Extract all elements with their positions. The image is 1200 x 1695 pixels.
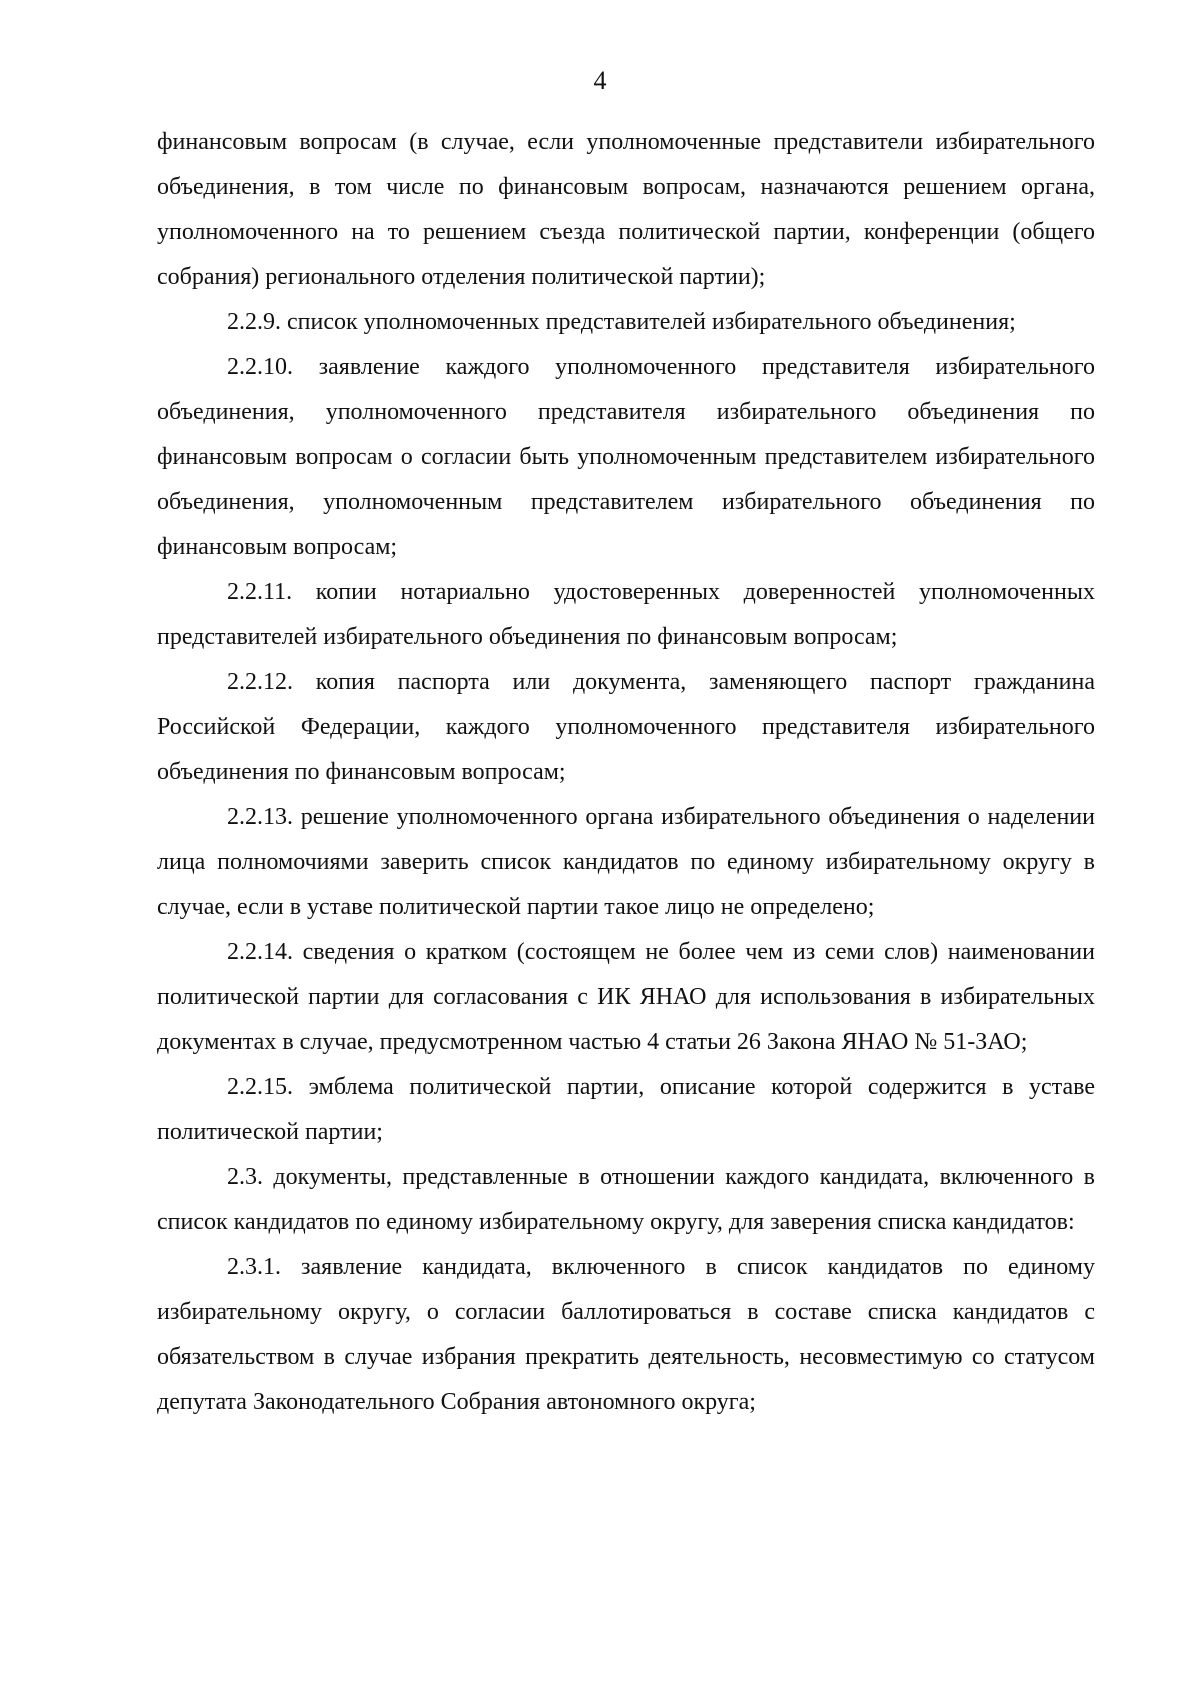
paragraph-2-2-11: 2.2.11. копии нотариально удостоверенных доверенностей уполномоченных представителей избирательного объединения по финансовым вопросам; xyxy=(157,579,1095,650)
paragraph-2-2-10: 2.2.10. заявление каждого уполномоченного представителя избирательного объединения, уполномоченного представителя избирательного объединения по финансовым вопросам о согласии быть уполномоченным представителем избирательного объединения, уполномоченным представителем избирательного объединения по финансовым вопросам; xyxy=(157,354,1095,560)
paragraph-2-2-9: 2.2.9. список уполномоченных представителей избирательного объединения; xyxy=(227,309,1016,335)
paragraph-2-2-14: 2.2.14. сведения о кратком (состоящем не более чем из семи слов) наименовании политической партии для согласования с ИК ЯНАО для использования в избирательных документах в случае, предусмотренном частью 4 статьи 26 Закона ЯНАО № 51-ЗАО; xyxy=(157,939,1095,1055)
page-number: 4 xyxy=(593,66,607,95)
paragraph-2-3-1: 2.3.1. заявление кандидата, включенного в список кандидатов по единому избирательному округу, о согласии баллотироваться в составе списка кандидатов с обязательством в случае избрания прекратить деятельность, несовместимую со статусом депутата Законодательного Собрания автономного округа; xyxy=(157,1254,1095,1415)
paragraph-continuation: финансовым вопросам (в случае, если уполномоченные представители избирательного объединения, в том числе по финансовым вопросам, назначаются решением органа, уполномоченного на то решением съезда политической партии, конференции (общего собрания) регионального отделения политической партии); xyxy=(157,129,1095,290)
paragraph-2-2-12: 2.2.12. копия паспорта или документа, заменяющего паспорт гражданина Российской Федерации, каждого уполномоченного представителя избирательного объединения по финансовым вопросам; xyxy=(157,669,1095,785)
paragraph-2-3: 2.3. документы, представленные в отношении каждого кандидата, включенного в список кандидатов по единому избирательному округу, для заверения списка кандидатов: xyxy=(157,1164,1095,1235)
document-body xyxy=(157,120,1095,1425)
paragraph-2-2-13: 2.2.13. решение уполномоченного органа избирательного объединения о наделении лица полномочиями заверить список кандидатов по единому избирательному округу в случае, если в уставе политической партии такое лицо не определено; xyxy=(157,804,1095,920)
paragraph-2-2-15: 2.2.15. эмблема политической партии, описание которой содержится в уставе политической партии; xyxy=(157,1074,1095,1145)
